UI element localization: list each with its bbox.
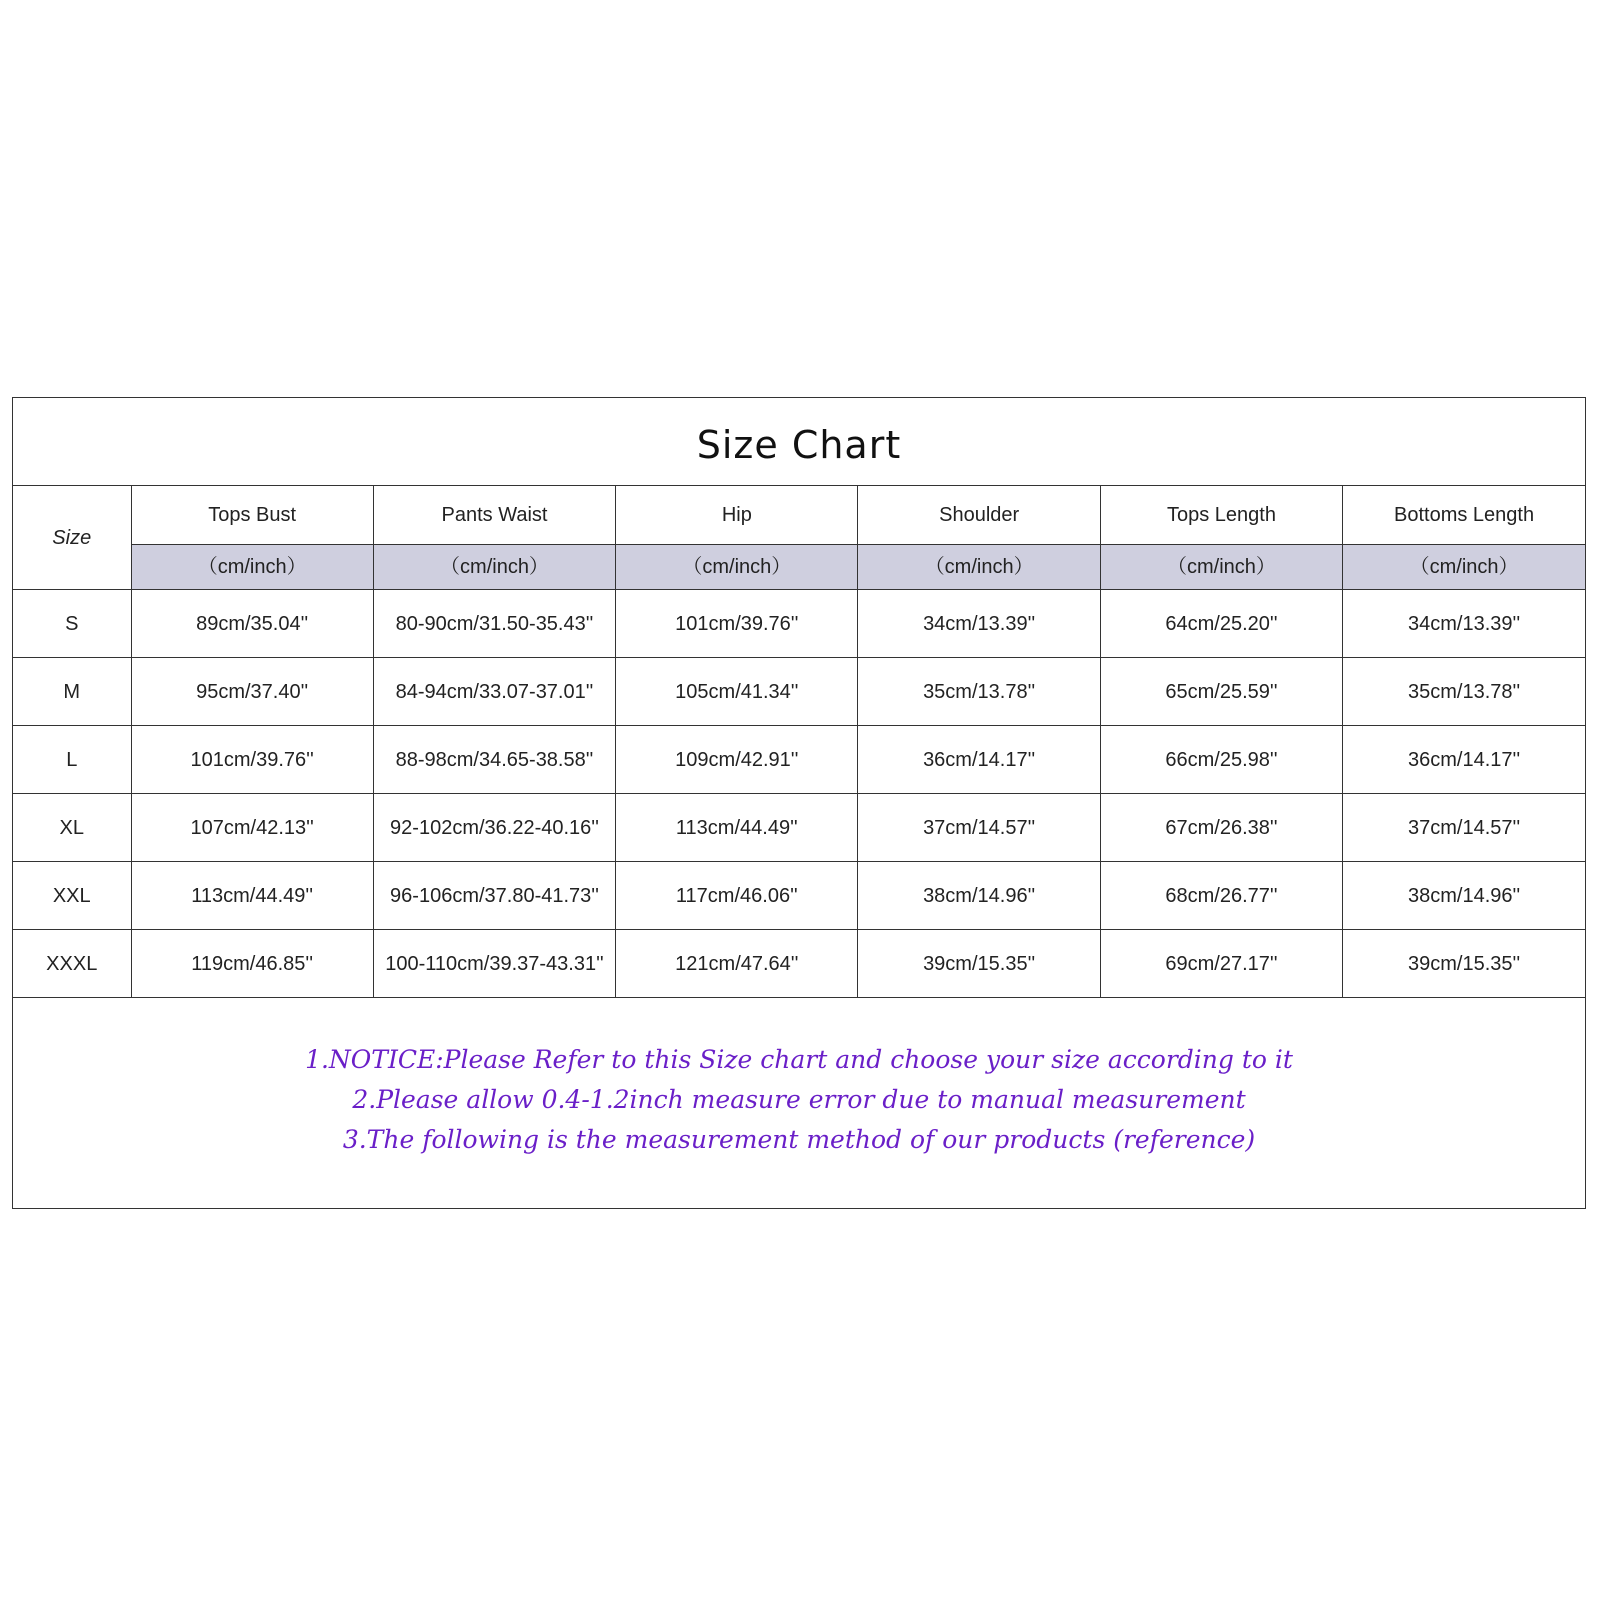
unit-label: （cm/inch） — [1100, 545, 1342, 590]
unit-label: （cm/inch） — [616, 545, 858, 590]
size-cell: M — [13, 658, 131, 726]
notes-section — [13, 998, 1585, 1212]
note-line: 2.Please allow 0.4-1.2inch measure error due to manual measurement — [352, 1085, 1246, 1114]
table-cell: 37cm/14.57'' — [858, 794, 1100, 862]
table-cell: 119cm/46.85'' — [131, 930, 373, 998]
table-cell: 65cm/25.59'' — [1100, 658, 1342, 726]
table-row — [13, 794, 1585, 862]
table-cell: 96-106cm/37.80-41.73'' — [373, 862, 615, 930]
table-cell: 101cm/39.76'' — [131, 726, 373, 794]
table-cell: 66cm/25.98'' — [1100, 726, 1342, 794]
column-header: Tops Bust — [131, 486, 373, 545]
table-row — [13, 726, 1585, 794]
table-cell: 39cm/15.35'' — [1343, 930, 1585, 998]
table-cell: 89cm/35.04'' — [131, 590, 373, 658]
size-column-header: Size — [13, 486, 131, 590]
table-cell: 39cm/15.35'' — [858, 930, 1100, 998]
table-cell: 95cm/37.40'' — [131, 658, 373, 726]
table-cell: 113cm/44.49'' — [131, 862, 373, 930]
size-cell: XL — [13, 794, 131, 862]
table-row — [13, 930, 1585, 998]
table-row — [13, 590, 1585, 658]
note-line: 3.The following is the measurement method of our products (reference) — [342, 1125, 1256, 1154]
table-cell: 38cm/14.96'' — [1343, 862, 1585, 930]
table-cell: 69cm/27.17'' — [1100, 930, 1342, 998]
chart-title: Size Chart — [13, 398, 1585, 486]
unit-label: （cm/inch） — [373, 545, 615, 590]
size-cell: S — [13, 590, 131, 658]
size-cell: L — [13, 726, 131, 794]
table-cell: 92-102cm/36.22-40.16'' — [373, 794, 615, 862]
table-cell: 34cm/13.39'' — [858, 590, 1100, 658]
note-line: 1.NOTICE:Please Refer to this Size chart and choose your size according to it — [305, 1045, 1293, 1074]
column-header: Bottoms Length — [1343, 486, 1585, 545]
table-cell: 121cm/47.64'' — [616, 930, 858, 998]
table-cell: 109cm/42.91'' — [616, 726, 858, 794]
column-header: Hip — [616, 486, 858, 545]
table-cell: 68cm/26.77'' — [1100, 862, 1342, 930]
unit-label: （cm/inch） — [131, 545, 373, 590]
table-cell: 105cm/41.34'' — [616, 658, 858, 726]
unit-row — [13, 545, 1585, 590]
table-row — [13, 658, 1585, 726]
table-cell: 80-90cm/31.50-35.43'' — [373, 590, 615, 658]
table-cell: 67cm/26.38'' — [1100, 794, 1342, 862]
unit-label: （cm/inch） — [858, 545, 1100, 590]
table-cell: 35cm/13.78'' — [858, 658, 1100, 726]
table-cell: 113cm/44.49'' — [616, 794, 858, 862]
table-cell: 35cm/13.78'' — [1343, 658, 1585, 726]
column-header: Pants Waist — [373, 486, 615, 545]
size-cell: XXL — [13, 862, 131, 930]
table-cell: 107cm/42.13'' — [131, 794, 373, 862]
column-header: Tops Length — [1100, 486, 1342, 545]
table-row — [13, 862, 1585, 930]
table-cell: 64cm/25.20'' — [1100, 590, 1342, 658]
size-chart — [12, 397, 1586, 1209]
table-cell: 84-94cm/33.07-37.01'' — [373, 658, 615, 726]
table-cell: 38cm/14.96'' — [858, 862, 1100, 930]
table-cell: 36cm/14.17'' — [1343, 726, 1585, 794]
table-cell: 101cm/39.76'' — [616, 590, 858, 658]
table-cell: 117cm/46.06'' — [616, 862, 858, 930]
size-table — [13, 486, 1585, 998]
table-cell: 37cm/14.57'' — [1343, 794, 1585, 862]
size-cell: XXXL — [13, 930, 131, 998]
unit-label: （cm/inch） — [1343, 545, 1585, 590]
table-cell: 34cm/13.39'' — [1343, 590, 1585, 658]
table-cell: 36cm/14.17'' — [858, 726, 1100, 794]
table-cell: 88-98cm/34.65-38.58'' — [373, 726, 615, 794]
table-cell: 100-110cm/39.37-43.31'' — [373, 930, 615, 998]
column-header: Shoulder — [858, 486, 1100, 545]
header-row — [13, 486, 1585, 545]
